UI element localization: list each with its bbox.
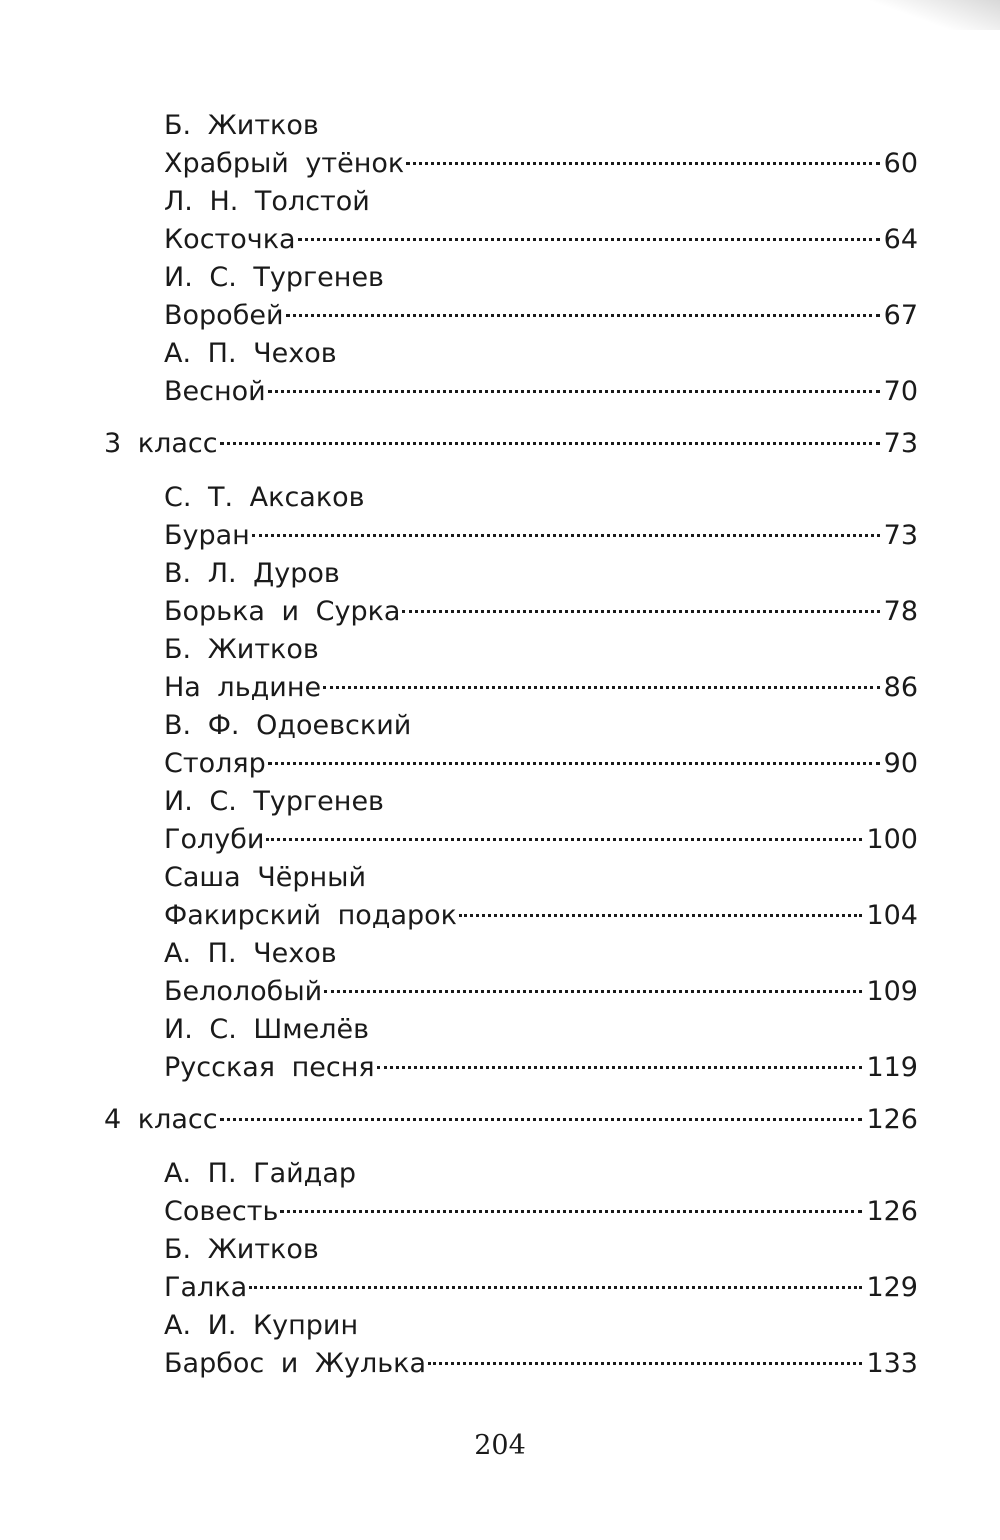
- toc-page-number: 126: [866, 1104, 918, 1135]
- toc-page-number: 73: [883, 428, 918, 459]
- toc-author: В. Ф. Одоевский: [164, 710, 412, 741]
- dot-leader: [323, 686, 880, 689]
- dot-leader: [268, 762, 880, 765]
- page-corner-shadow: [860, 0, 1000, 30]
- toc-author: А. П. Чехов: [164, 338, 337, 369]
- toc-author: Б. Житков: [164, 634, 319, 665]
- toc-page-number: 109: [866, 976, 918, 1007]
- dot-leader: [298, 238, 880, 241]
- dot-leader: [220, 1118, 863, 1121]
- toc-page-number: 64: [883, 224, 918, 255]
- dot-leader: [266, 838, 862, 841]
- toc-entry: [164, 1049, 918, 1087]
- toc-entry-title: На льдине: [164, 672, 322, 703]
- toc-author: А. П. Гайдар: [164, 1158, 357, 1189]
- table-of-contents: [0, 107, 1000, 1383]
- toc-entry-title: Борька и Сурка: [164, 596, 401, 627]
- dot-leader: [286, 314, 880, 317]
- toc-entry: [164, 593, 918, 631]
- dot-leader: [459, 914, 862, 917]
- toc-page-number: 100: [866, 824, 918, 855]
- dot-leader: [249, 1286, 862, 1289]
- toc-entry: [164, 145, 918, 183]
- toc-page-number: 86: [883, 672, 918, 703]
- toc-author: А. И. Куприн: [164, 1310, 359, 1341]
- toc-author: Б. Житков: [164, 1234, 319, 1265]
- toc-entry-title: Факирский подарок: [164, 900, 457, 931]
- toc-entry-title: Совесть: [164, 1196, 279, 1227]
- toc-entry-title: Столяр: [164, 748, 266, 779]
- toc-entry-title: Белолобый: [164, 976, 323, 1007]
- toc-author: Л. Н. Толстой: [164, 186, 370, 217]
- toc-entry-title: Галка: [164, 1272, 248, 1303]
- toc-entry: [164, 297, 918, 335]
- toc-page-number: 126: [866, 1196, 918, 1227]
- toc-page-number: 60: [883, 148, 918, 179]
- toc-entry: [164, 373, 918, 411]
- toc-entry: [164, 1193, 918, 1231]
- toc-entry: [164, 1345, 918, 1383]
- toc-entry-title: Голуби: [164, 824, 265, 855]
- toc-page-number: 78: [883, 596, 918, 627]
- toc-page-number: 67: [883, 300, 918, 331]
- dot-leader: [324, 990, 862, 993]
- toc-page-number: 133: [866, 1348, 918, 1379]
- toc-author: С. Т. Аксаков: [164, 482, 365, 513]
- page-number: 204: [474, 1430, 526, 1461]
- toc-entry: [164, 669, 918, 707]
- dot-leader: [280, 1210, 862, 1213]
- toc-author: В. Л. Дуров: [164, 558, 340, 589]
- toc-entry: [164, 745, 918, 783]
- toc-entry-title: Русская песня: [164, 1052, 375, 1083]
- dot-leader: [406, 162, 879, 165]
- dot-leader: [402, 610, 879, 613]
- dot-leader: [268, 390, 880, 393]
- toc-section-title: 4 класс: [104, 1104, 218, 1135]
- toc-section: [104, 425, 918, 463]
- toc-author: И. С. Тургенев: [164, 786, 384, 817]
- toc-author: Саша Чёрный: [164, 862, 367, 893]
- toc-entry: [164, 821, 918, 859]
- toc-author: И. С. Шмелёв: [164, 1014, 370, 1045]
- toc-page-number: 119: [866, 1052, 918, 1083]
- toc-entry-title: Весной: [164, 376, 266, 407]
- toc-section-title: 3 класс: [104, 428, 218, 459]
- toc-entry-title: Воробей: [164, 300, 284, 331]
- toc-entry-title: Храбрый утёнок: [164, 148, 405, 179]
- toc-entry-title: Косточка: [164, 224, 296, 255]
- toc-page-number: 129: [866, 1272, 918, 1303]
- toc-entry: [164, 897, 918, 935]
- dot-leader: [252, 534, 880, 537]
- toc-page-number: 90: [883, 748, 918, 779]
- toc-author: И. С. Тургенев: [164, 262, 384, 293]
- toc-page-number: 104: [866, 900, 918, 931]
- toc-entry: [164, 1269, 918, 1307]
- toc-section: [104, 1101, 918, 1139]
- toc-entry: [164, 973, 918, 1011]
- dot-leader: [428, 1362, 862, 1365]
- dot-leader: [377, 1066, 863, 1069]
- toc-author: А. П. Чехов: [164, 938, 337, 969]
- toc-entry-title: Барбос и Жулька: [164, 1348, 427, 1379]
- toc-author: Б. Житков: [164, 110, 319, 141]
- dot-leader: [220, 442, 880, 445]
- toc-entry-title: Буран: [164, 520, 250, 551]
- toc-page-number: 73: [883, 520, 918, 551]
- toc-entry: [164, 517, 918, 555]
- toc-entry: [164, 221, 918, 259]
- toc-page-number: 70: [883, 376, 918, 407]
